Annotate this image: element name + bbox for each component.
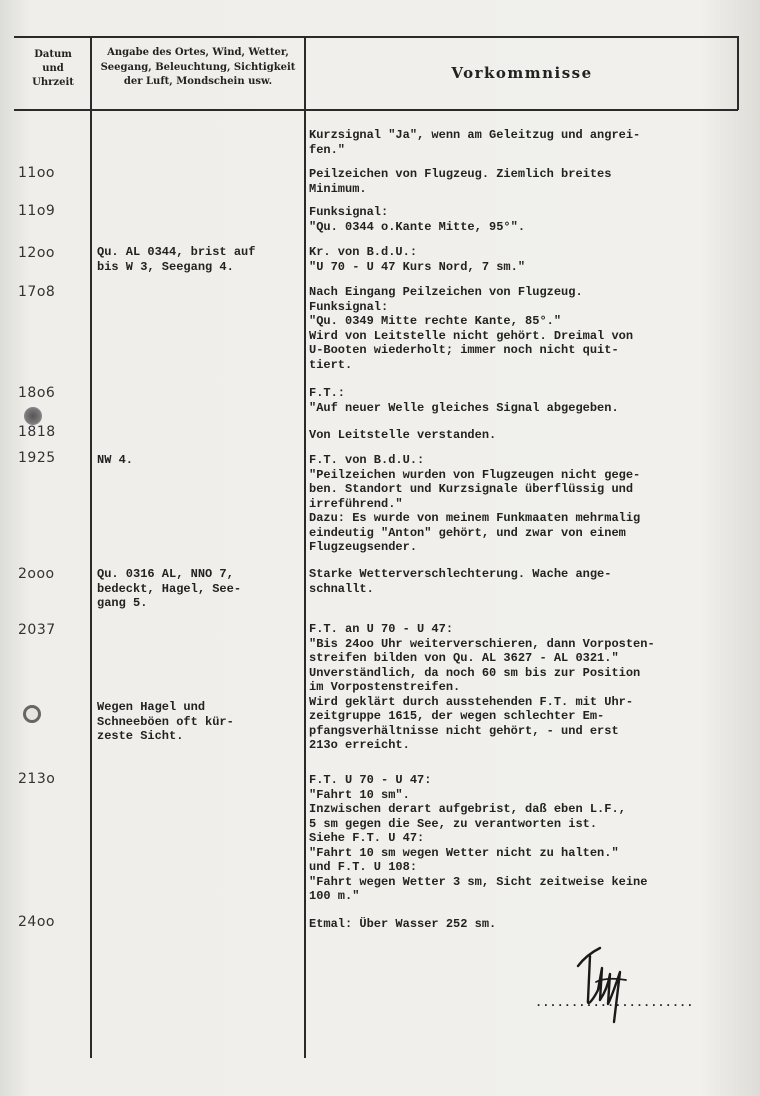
- entry-time: 2037: [18, 622, 56, 638]
- entry-event: Kr. von B.d.U.: "U 70 - U 47 Kurs Nord, 7 sm.": [309, 245, 526, 274]
- entry-event: Kurzsignal "Ja", wenn am Geleitzug und angrei- fen.": [309, 128, 641, 157]
- entry-time: 11o9: [18, 203, 56, 219]
- header-bottom-border: [14, 109, 738, 111]
- entry-location: Qu. AL 0344, brist auf bis W 3, Seegang 4.: [97, 245, 256, 274]
- entry-time: 18o6: [18, 385, 56, 401]
- entry-location: Qu. 0316 AL, NNO 7, bedeckt, Hagel, See- gang 5.: [97, 567, 242, 610]
- entry-time: 213o: [18, 771, 56, 787]
- entry-time: 24oo: [18, 914, 55, 930]
- entry-event: F.T. an U 70 - U 47: "Bis 24oo Uhr weiterverschieren, dann Vorposten- streifen bilden von Qu. AL 3627 - AL 0321." Unverständlich, da noch 60 sm bis zur Position im Vorpostenstreifen. Wird geklärt durch ausstehenden F.T. mit Uhr- zeitgruppe 1615, der wegen schlechter Em- pfangsverhältnisse nicht gehört, - und erst 213o erreicht.: [309, 622, 655, 752]
- entry-time: 1925: [18, 450, 56, 466]
- table-top-border: [14, 36, 738, 38]
- entry-event: Starke Wetterverschlechterung. Wache ange- schnallt.: [309, 567, 612, 596]
- entry-time: 1818: [18, 424, 56, 440]
- entry-event: Von Leitstelle verstanden.: [309, 428, 497, 442]
- entry-event: F.T.: "Auf neuer Welle gleiches Signal abgegeben.: [309, 386, 619, 415]
- header-location-weather: Angabe des Ortes, Wind, Wetter, Seegang, Beleuchtung, Sichtigkeit der Luft, Mondschein usw.: [100, 47, 296, 87]
- entry-time: 17o8: [18, 284, 56, 300]
- signature-line: ......................: [535, 996, 694, 1010]
- entry-time: 2ooo: [18, 566, 55, 582]
- entry-location: Wegen Hagel und Schneeböen oft kür- zeste Sicht.: [97, 700, 234, 743]
- column-divider-2: [304, 36, 306, 1058]
- entry-event: F.T. von B.d.U.: "Peilzeichen wurden von Flugzeugen nicht gege- ben. Standort und Kurzsignale überflüssig und irreführend." Dazu: Es wurde von meinem Funkmaaten mehrmalig eindeutig "Anton" gehört, und zwar von einem Flugzeugsender.: [309, 453, 641, 554]
- entry-event: F.T. U 70 - U 47: "Fahrt 10 sm". Inzwischen derart aufgebrist, daß eben L.F., 5 sm gegen die See, zu verantworten ist. Siehe F.T. U 47: "Fahrt 10 sm wegen Wetter nicht zu halten." und F.T. U 108: "Fahrt wegen Wetter 3 sm, Sicht zeitweise keine 100 m.": [309, 773, 648, 903]
- handwritten-signature-icon: [570, 938, 640, 1028]
- entry-event: Nach Eingang Peilzeichen von Flugzeug. Funksignal: "Qu. 0349 Mitte rechte Kante, 85°." Wird von Leitstelle nicht gehört. Dreimal von U-Booten wiederholt; immer noch nicht quit- tiert.: [309, 285, 634, 372]
- table-right-border: [737, 36, 739, 110]
- header-events: Vorkommnisse: [451, 64, 593, 82]
- entry-event: Funksignal: "Qu. 0344 o.Kante Mitte, 95°".: [309, 205, 526, 234]
- entry-event: Peilzeichen von Flugzeug. Ziemlich breites Minimum.: [309, 167, 612, 196]
- entry-event: Etmal: Über Wasser 252 sm.: [309, 917, 497, 931]
- punch-hole-icon: [23, 705, 41, 723]
- entry-time: 11oo: [18, 165, 55, 181]
- entry-location: NW 4.: [97, 453, 134, 467]
- header-date-time: Datum und Uhrzeit: [32, 49, 74, 88]
- column-divider-1: [90, 36, 92, 1058]
- punch-hole-icon: [24, 407, 42, 425]
- entry-time: 12oo: [18, 245, 55, 261]
